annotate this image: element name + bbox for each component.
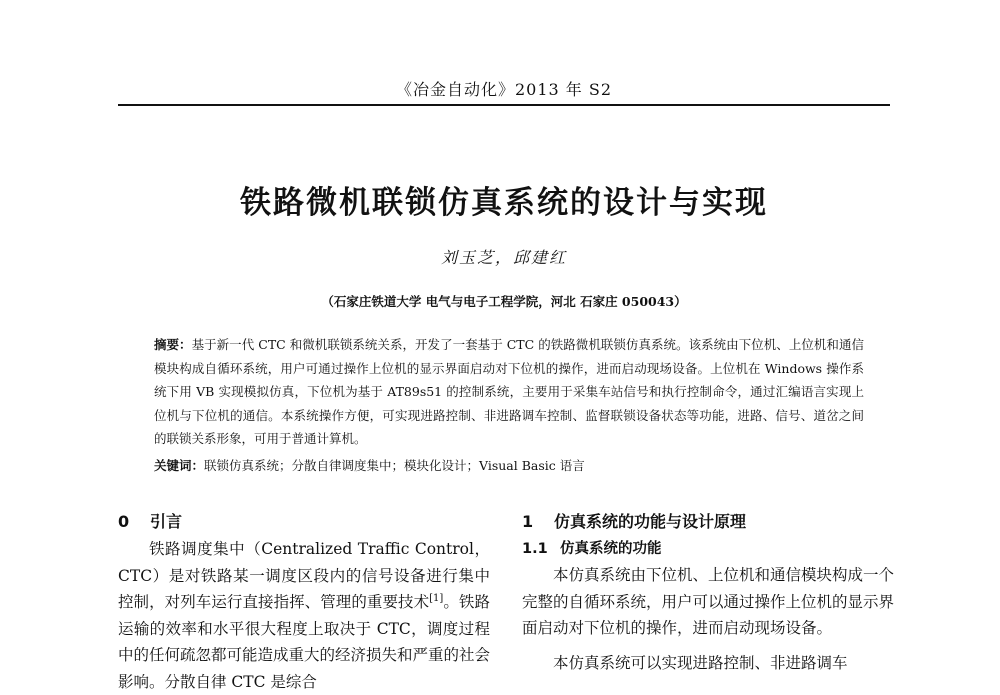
abstract-text: 基于新一代 CTC 和微机联锁系统关系，开发了一套基于 CTC 的铁路微机联锁仿真系统。该系统由下位机、上位机和通信模块构成自循环系统，用户可通过操作上位机的显示界面启动对下位机的操作，进而启动现场设备。上位机在 Windows 操作系统下用 VB 实现模拟仿真，下位机为基于 AT89s51 的控制系统，主要用于采集车站信号和执行控制命令，通过汇编语言实现上位机与下位机的通信。本系统操作方便，可实现进路控制、非进路调车控制、监督联锁设备状态等功能，进路、信号、道岔之间的联锁关系形象，可用于普通计算机。: [154, 337, 864, 446]
subsection-number: 1.1: [522, 541, 548, 557]
function-paragraph-cont: 本仿真系统可以实现进路控制、非进路调车: [553, 653, 848, 672]
keywords: [154, 455, 864, 477]
section-number: 1: [522, 512, 534, 531]
subsection-heading-1-1: [522, 536, 894, 562]
keywords-label: 关键词：: [154, 458, 205, 473]
paper-title: 铁路微机联锁仿真系统的设计与实现: [240, 185, 768, 221]
section-number: 0: [118, 512, 130, 531]
right-column: [522, 508, 894, 676]
subsection-title: 仿真系统的功能: [560, 541, 662, 557]
intro-paragraph: [118, 536, 490, 695]
intro-text-a: 铁路调度集中（Centralized Traffic Control，CTC）是对铁路某一调度区段内的信号设备进行集中控制，对列车运行直接指挥、管理的重要技术: [118, 540, 490, 611]
section-heading-1: [522, 508, 894, 536]
authors: 刘玉芝，邱建红: [440, 248, 567, 267]
intro-text-b: 。铁路运输的效率和水平很大程度上取决于 CTC，调度过程中的任何疏忽都可能造成重大的经济损失和严重的社会影响。分散自律 CTC 是综合: [118, 593, 491, 691]
header-rule: [118, 104, 890, 106]
left-column: [118, 508, 490, 695]
function-paragraph: 本仿真系统由下位机、上位机和通信模块构成一个完整的自循环系统，用户可以通过操作上位机的显示界面启动对下位机的操作，进而启动现场设备。: [522, 566, 895, 637]
affiliation: （石家庄铁道大学 电气与电子工程学院，河北 石家庄 050043）: [321, 294, 687, 309]
abstract: [154, 333, 864, 451]
keywords-text: 联锁仿真系统；分散自律调度集中；模块化设计；Visual Basic 语言: [204, 458, 585, 473]
citation-ref[interactable]: [1]: [429, 592, 444, 604]
journal-header: 《冶金自动化》2013 年 S2: [395, 80, 613, 99]
section-title: 仿真系统的功能与设计原理: [554, 512, 747, 531]
abstract-label: 摘要：: [154, 337, 192, 352]
section-title: 引言: [150, 512, 183, 531]
section-heading-intro: [118, 508, 490, 536]
